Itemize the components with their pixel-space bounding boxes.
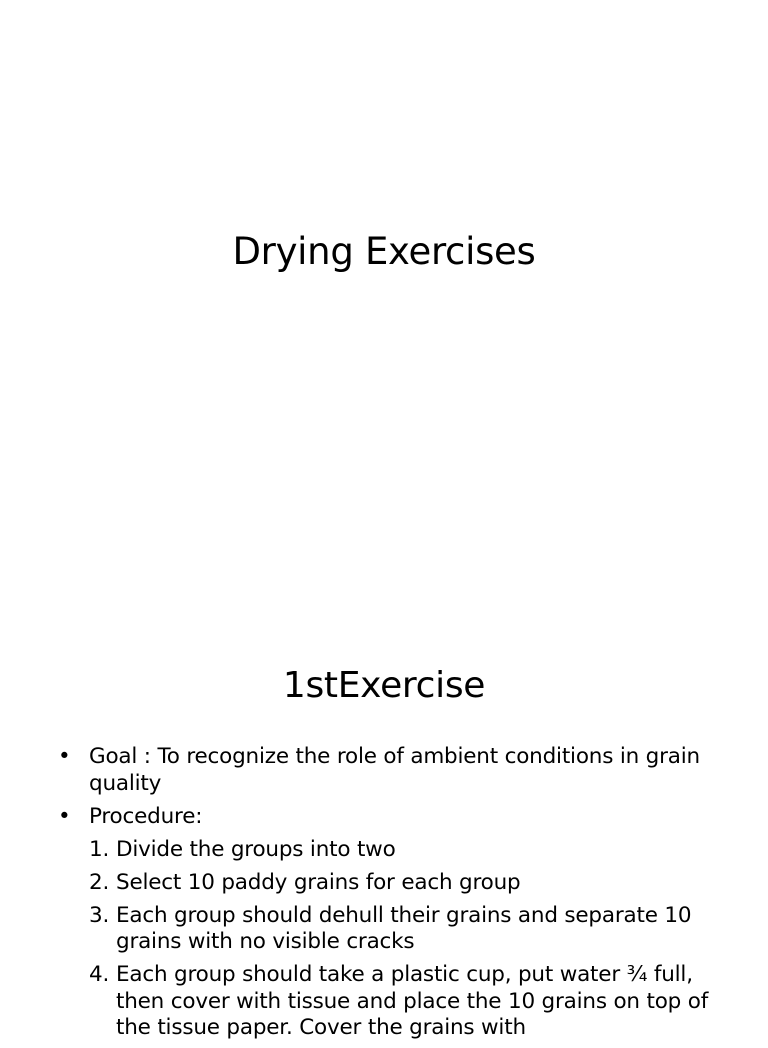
slide-exercise (0, 608, 768, 1040)
step-text: Select 10 paddy grains for each group (116, 869, 521, 895)
slide-title-heading: Drying Exercises (232, 230, 536, 273)
step-number: 1. (89, 836, 110, 862)
bullet-icon: • (58, 744, 71, 769)
goal-text: Goal : To recognize the role of ambient conditions in grain quality (89, 744, 700, 796)
step-item (58, 870, 718, 897)
step-item (58, 837, 718, 864)
procedure-label: Procedure: (89, 803, 203, 829)
slide-exercise-heading: 1stExercise (282, 665, 486, 706)
step-text: Each group should dehull their grains and separate 10 grains with no visible cracks (116, 902, 692, 954)
step-item (58, 903, 718, 956)
bullet-goal (58, 744, 718, 797)
slide-body (58, 744, 718, 1048)
step-number: 2. (89, 869, 110, 895)
step-item (58, 962, 718, 1042)
bullet-procedure (58, 804, 718, 831)
step-text: Each group should take a plastic cup, put water ¾ full, then cover with tissue and place the 10 grains on top of the tissue paper. Cover the grains with (116, 962, 709, 1040)
step-text: Divide the groups into two (116, 836, 396, 862)
step-number: 4. (89, 962, 110, 987)
step-number: 3. (89, 902, 110, 928)
bullet-icon: • (58, 803, 71, 829)
